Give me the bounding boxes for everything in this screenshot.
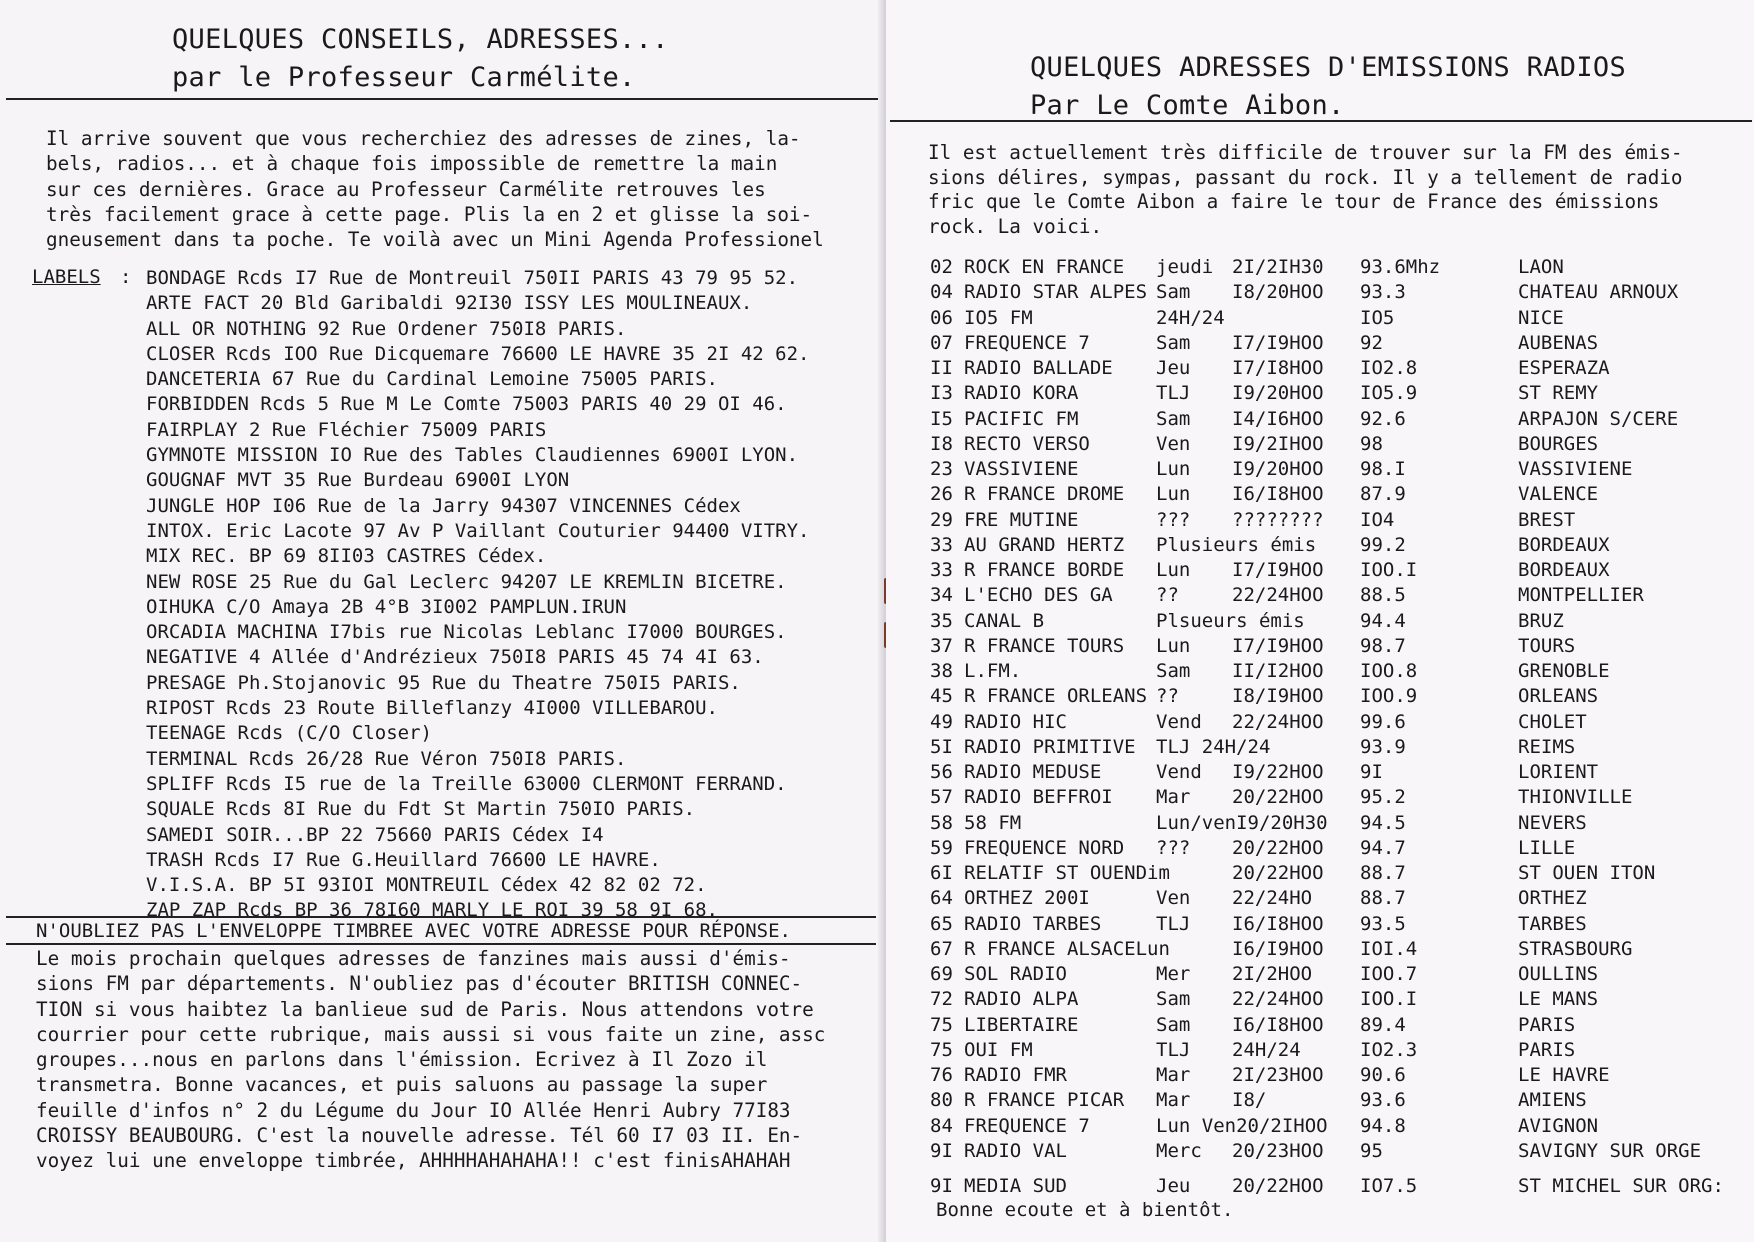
station-time: 24H/24: [1232, 1038, 1301, 1061]
label-entry: NEGATIVE 4 Allée d'Andrézieux 750I8 PARIS 45 74 4I 63.: [146, 646, 764, 669]
station-city: LE HAVRE: [1518, 1064, 1610, 1086]
station-name: R FRANCE PICAR: [964, 1089, 1125, 1112]
station-day: Mer: [1156, 963, 1191, 985]
station-city: VALENCE: [1518, 483, 1599, 506]
station-frequency: 92.6: [1360, 407, 1406, 430]
station-frequency: 94.4: [1360, 609, 1406, 632]
station-dept: 07: [930, 331, 953, 354]
station-name: MEDIA SUD: [964, 1175, 1067, 1197]
label-entry: NEW ROSE 25 Rue du Gal Leclerc 94207 LE KREMLIN BICETRE.: [146, 570, 787, 593]
label-entry: MIX REC. BP 69 8II03 CASTRES Cédex.: [146, 545, 547, 568]
station-day: Lun: [1156, 559, 1191, 581]
station-frequency: 92: [1360, 331, 1383, 354]
station-day: Ven: [1156, 887, 1191, 910]
station-dept: 33: [930, 533, 953, 556]
station-city: MONTPELLIER: [1518, 584, 1644, 607]
station-dept: 02: [930, 256, 953, 278]
station-city: BRUZ: [1518, 609, 1564, 632]
station-time: 22/24HO: [1232, 887, 1313, 910]
station-day: Sam: [1156, 660, 1191, 682]
label-entry: ARTE FACT 20 Bld Garibaldi 92I30 ISSY LES MOULINEAUX.: [146, 292, 753, 315]
station-time: I9/20HOO: [1232, 458, 1324, 480]
station-frequency: 95: [1360, 1139, 1383, 1162]
station-dept: 80: [930, 1089, 953, 1112]
station-time: I8/: [1232, 1089, 1267, 1112]
station-name: RELATIF ST OUENDim: [964, 862, 1170, 884]
station-dept: I5: [930, 407, 953, 430]
right-title-line2: Par Le Comte Aibon.: [1030, 90, 1345, 121]
label-entry: GOUGNAF MVT 35 Rue Burdeau 6900I LYON: [146, 469, 570, 492]
station-time: 20/22HOO: [1232, 862, 1324, 884]
station-dept: 35: [930, 609, 953, 632]
label-entry: CLOSER Rcds IOO Rue Dicquemare 76600 LE HAVRE 35 2I 42 62.: [146, 342, 810, 365]
station-dept: I3: [930, 382, 953, 405]
station-city: GRENOBLE: [1518, 660, 1610, 682]
station-dept: 69: [930, 963, 953, 985]
left-outro-line: CROISSY BEAUBOURG. C'est la nouvelle adresse. Tél 60 I7 03 II. En-: [36, 1124, 803, 1148]
left-outro-line: groupes...nous en parlons dans l'émission. Ecrivez à Il Zozo il: [36, 1048, 768, 1072]
station-day: Lun: [1156, 458, 1191, 480]
right-intro-line: sions délires, sympas, passant du rock. Il y a tellement de radio: [928, 165, 1683, 189]
station-dept: 75: [930, 1013, 953, 1036]
label-entry: V.I.S.A. BP 5I 93IOI MONTREUIL Cédex 42 82 02 72.: [146, 874, 707, 897]
left-title-rule: [6, 98, 882, 100]
label-entry: RIPOST Rcds 23 Route Billeflanzy 4I000 VILLEBAROU.: [146, 697, 718, 720]
station-name: RADIO PRIMITIVE: [964, 735, 1136, 758]
left-intro-line: sur ces dernières. Grace au Professeur Carmélite retrouves les: [46, 177, 766, 201]
station-frequency: 98.7: [1360, 634, 1406, 657]
label-entry: TEENAGE Rcds (C/O Closer): [146, 722, 432, 745]
station-time: I6/I9HOO: [1232, 937, 1324, 960]
station-frequency: 98: [1360, 432, 1383, 455]
notice-top-rule: [6, 916, 876, 918]
station-city: NICE: [1518, 306, 1564, 329]
station-name: L.FM.: [964, 660, 1022, 682]
station-day: ???: [1156, 508, 1191, 531]
station-time: I7/I8HOO: [1232, 357, 1324, 379]
station-day: 24H/24: [1156, 306, 1225, 329]
station-time: II/I2HOO: [1232, 660, 1324, 682]
station-name: FREQUENCE 7: [964, 1114, 1090, 1137]
station-frequency: IOI.4: [1360, 937, 1418, 960]
station-frequency: 98.I: [1360, 458, 1406, 480]
station-name: RADIO FMR: [964, 1064, 1067, 1086]
station-day: Mar: [1156, 1064, 1191, 1086]
station-dept: 59: [930, 836, 953, 859]
station-frequency: IOO.8: [1360, 660, 1418, 682]
station-frequency: 94.8: [1360, 1114, 1406, 1137]
station-city: LE MANS: [1518, 988, 1599, 1011]
station-time: I6/I8HOO: [1232, 1013, 1324, 1036]
station-day: Lun/venI9/20H30: [1156, 811, 1328, 834]
station-time: I7/I9HOO: [1232, 634, 1324, 657]
station-time: I8/20HOO: [1232, 281, 1324, 304]
station-frequency: 93.6: [1360, 1089, 1406, 1112]
station-dept: 67: [930, 937, 953, 960]
station-frequency: 93.5: [1360, 912, 1406, 935]
left-outro-line: Le mois prochain quelques adresses de fanzines mais aussi d'émis-: [36, 947, 791, 970]
station-time: 20/22HOO: [1232, 836, 1324, 859]
station-day: Plusieurs émis: [1156, 533, 1317, 556]
right-title-rule: [890, 120, 1752, 122]
station-frequency: 99.6: [1360, 710, 1406, 733]
right-title-line1: QUELQUES ADRESSES D'EMISSIONS RADIOS: [1030, 52, 1626, 83]
station-city: AUBENAS: [1518, 331, 1599, 354]
station-name: FRE MUTINE: [964, 508, 1079, 531]
station-name: R FRANCE TOURS: [964, 634, 1125, 657]
station-name: FREQUENCE NORD: [964, 836, 1125, 859]
labels-heading: LABELS: [32, 266, 101, 288]
station-city: NEVERS: [1518, 811, 1587, 834]
station-city: AMIENS: [1518, 1089, 1587, 1112]
station-frequency: 93.3: [1360, 281, 1406, 304]
station-dept: 5I: [930, 735, 953, 758]
station-day: Jeu: [1156, 357, 1191, 379]
station-day: TLJ 24H/24: [1156, 735, 1271, 758]
station-day: ??: [1156, 685, 1179, 708]
station-name: PACIFIC FM: [964, 407, 1079, 430]
station-time: I9/2IHOO: [1232, 432, 1324, 455]
station-dept: 37: [930, 634, 953, 657]
station-city: ST MICHEL SUR ORG:: [1518, 1175, 1724, 1197]
station-name: RADIO TARBES: [964, 912, 1102, 935]
station-frequency: IO5: [1360, 306, 1395, 329]
label-entry: DANCETERIA 67 Rue du Cardinal Lemoine 75005 PARIS.: [146, 368, 718, 391]
station-day: Sam: [1156, 1013, 1191, 1036]
station-time: I9/20HOO: [1232, 382, 1324, 405]
station-day: TLJ: [1156, 912, 1191, 935]
station-time: 2I/23HOO: [1232, 1064, 1324, 1086]
station-frequency: IO5.9: [1360, 382, 1418, 405]
station-day: Vend: [1156, 710, 1202, 733]
station-city: ST REMY: [1518, 382, 1599, 405]
station-city: OULLINS: [1518, 963, 1599, 985]
station-frequency: 87.9: [1360, 483, 1406, 506]
station-city: ARPAJON S/CERE: [1518, 407, 1679, 430]
station-day: Lun: [1156, 634, 1191, 657]
station-name: ROCK EN FRANCE: [964, 256, 1125, 278]
closing-line: Bonne ecoute et à bientôt.: [936, 1199, 1234, 1221]
station-dept: 58: [930, 811, 953, 834]
station-dept: 72: [930, 988, 953, 1011]
station-time: ????????: [1232, 508, 1324, 531]
station-city: AVIGNON: [1518, 1114, 1599, 1137]
label-entry: PRESAGE Ph.Stojanovic 95 Rue du Theatre 750I5 PARIS.: [146, 671, 741, 694]
station-city: ORTHEZ: [1518, 887, 1587, 910]
station-name: R FRANCE DROME: [964, 483, 1125, 506]
station-city: BREST: [1518, 508, 1576, 531]
left-outro-line: voyez lui une enveloppe timbrée, AHHHHAHAHAHA!! c'est finisAHAHAH: [36, 1149, 791, 1173]
station-dept: I8: [930, 432, 953, 455]
station-city: TOURS: [1518, 634, 1576, 657]
right-intro-line: fric que le Comte Aibon a faire le tour de France des émissions: [928, 190, 1660, 214]
station-time: I7/I9HOO: [1232, 559, 1324, 581]
left-outro-line: TION si vous haibtez la banlieue sud de Paris. Nous attendons votre: [36, 997, 814, 1021]
station-name: RADIO ALPA: [964, 988, 1079, 1011]
station-city: REIMS: [1518, 735, 1576, 758]
label-entry: FORBIDDEN Rcds 5 Rue M Le Comte 75003 PARIS 40 29 OI 46.: [146, 393, 787, 416]
station-name: RADIO VAL: [964, 1139, 1067, 1162]
station-dept: 6I: [930, 862, 953, 884]
station-day: Ven: [1156, 432, 1191, 455]
station-frequency: 99.2: [1360, 533, 1406, 556]
label-entry: ZAP ZAP Rcds BP 36 78I60 MARLY LE ROI 39 58 9I 68.: [146, 899, 718, 922]
station-name: L'ECHO DES GA: [964, 584, 1113, 607]
station-frequency: IO4: [1360, 508, 1395, 531]
left-outro-line: transmetra. Bonne vacances, et puis saluons au passage la super: [36, 1073, 768, 1097]
station-frequency: 88.5: [1360, 584, 1406, 607]
left-intro-line: bels, radios... et à chaque fois impossible de remettre la main: [46, 152, 778, 176]
station-name: RADIO BALLADE: [964, 357, 1113, 379]
station-dept: 57: [930, 786, 953, 809]
station-city: LILLE: [1518, 836, 1576, 859]
right-intro-line: rock. La voici.: [928, 214, 1103, 238]
station-name: R FRANCE ALSACELun: [964, 937, 1170, 960]
label-entry: ALL OR NOTHING 92 Rue Ordener 750I8 PARIS.: [146, 317, 627, 340]
station-day: Mar: [1156, 1089, 1191, 1112]
label-entry: ORCADIA MACHINA I7bis rue Nicolas Leblanc I7000 BOURGES.: [146, 621, 787, 644]
station-city: CHATEAU ARNOUX: [1518, 281, 1679, 304]
station-day: ???: [1156, 836, 1191, 859]
station-time: I9/22HOO: [1232, 761, 1324, 783]
station-dept: 9I: [930, 1139, 953, 1162]
label-entry: TRASH Rcds I7 Rue G.Heuillard 76600 LE HAVRE.: [146, 848, 661, 871]
station-name: R FRANCE BORDE: [964, 559, 1125, 581]
station-frequency: 94.7: [1360, 836, 1406, 859]
station-time: 22/24HOO: [1232, 584, 1324, 607]
station-time: I7/I9HOO: [1232, 331, 1324, 354]
station-dept: 75: [930, 1038, 953, 1061]
station-dept: 29: [930, 508, 953, 531]
left-outro-line: feuille d'infos n° 2 du Légume du Jour IO Allée Henri Aubry 77I83: [36, 1098, 791, 1122]
left-intro: [46, 126, 824, 252]
station-name: SOL RADIO: [964, 963, 1067, 985]
labels-separator: :: [120, 266, 132, 288]
station-city: ST OUEN ITON: [1518, 862, 1656, 884]
station-name: CANAL B: [964, 609, 1045, 632]
station-day: jeudi: [1156, 256, 1214, 278]
station-day: Sam: [1156, 407, 1191, 430]
left-intro-line: très facilement grace à cette page. Plis la en 2 et glisse la soi-: [46, 202, 813, 226]
station-day: Lun: [1156, 483, 1191, 506]
right-intro-line: Il est actuellement très difficile de trouver sur la FM des émis-: [928, 141, 1683, 164]
label-entry: INTOX. Eric Lacote 97 Av P Vaillant Couturier 94400 VITRY.: [146, 519, 810, 542]
station-name: RADIO KORA: [964, 382, 1079, 405]
label-entry: GYMNOTE MISSION IO Rue des Tables Claudiennes 6900I LYON.: [146, 444, 799, 467]
station-time: I4/I6HOO: [1232, 407, 1324, 430]
station-name: RADIO HIC: [964, 710, 1067, 733]
station-dept: II: [930, 357, 953, 379]
station-frequency: IOO.I: [1360, 988, 1418, 1011]
station-city: CHOLET: [1518, 710, 1587, 733]
station-frequency: 93.6Mhz: [1360, 256, 1441, 278]
right-intro: [928, 141, 1683, 239]
label-entry: SAMEDI SOIR...BP 22 75660 PARIS Cédex I4: [146, 823, 604, 846]
notice-text: N'OUBLIEZ PAS L'ENVELOPPE TIMBREE AVEC VOTRE ADRESSE POUR RÉPONSE.: [36, 920, 791, 942]
station-name: AU GRAND HERTZ: [964, 533, 1125, 556]
station-dept: 84: [930, 1114, 953, 1137]
station-city: ORLEANS: [1518, 685, 1599, 708]
station-time: 22/24HOO: [1232, 710, 1324, 733]
station-day: Sam: [1156, 331, 1191, 354]
station-frequency: 88.7: [1360, 887, 1406, 910]
station-name: 58 FM: [964, 811, 1022, 834]
station-time: 20/22HOO: [1232, 786, 1324, 809]
station-city: THIONVILLE: [1518, 786, 1633, 809]
station-frequency: IO2.3: [1360, 1038, 1418, 1061]
station-dept: 04: [930, 281, 953, 304]
labels-list: [146, 266, 809, 924]
station-city: BOURGES: [1518, 432, 1599, 455]
station-name: ORTHEZ 200I: [964, 887, 1090, 910]
station-name: IO5 FM: [964, 306, 1033, 329]
station-dept: 26: [930, 483, 953, 506]
station-dept: 76: [930, 1064, 953, 1086]
station-dept: 33: [930, 559, 953, 581]
station-city: LAON: [1518, 256, 1564, 278]
label-entry: SQUALE Rcds 8I Rue du Fdt St Martin 750IO PARIS.: [146, 798, 696, 821]
station-dept: 56: [930, 761, 953, 783]
station-day: Jeu: [1156, 1175, 1191, 1197]
station-time: 22/24HOO: [1232, 988, 1324, 1011]
station-frequency: 93.9: [1360, 735, 1406, 758]
station-dept: 38: [930, 660, 953, 682]
station-frequency: 90.6: [1360, 1064, 1406, 1086]
station-dept: 06: [930, 306, 953, 329]
station-time: 2I/2HOO: [1232, 963, 1313, 985]
station-time: 2I/2IH30: [1232, 256, 1324, 278]
station-name: RADIO STAR ALPES: [964, 281, 1148, 304]
station-city: SAVIGNY SUR ORGE: [1518, 1139, 1702, 1162]
station-time: I6/I8HOO: [1232, 483, 1324, 506]
station-frequency: IO2.8: [1360, 357, 1418, 379]
station-dept: 65: [930, 912, 953, 935]
station-name: OUI FM: [964, 1038, 1033, 1061]
station-day: ??: [1156, 584, 1179, 607]
station-frequency: 89.4: [1360, 1013, 1406, 1036]
label-entry: FAIRPLAY 2 Rue Fléchier 75009 PARIS: [146, 418, 547, 441]
station-frequency: IOO.9: [1360, 685, 1418, 708]
station-name: RECTO VERSO: [964, 432, 1090, 455]
station-dept: 34: [930, 584, 953, 607]
station-name: VASSIVIENE: [964, 458, 1079, 480]
station-day: Merc: [1156, 1139, 1202, 1162]
station-dept: 64: [930, 887, 953, 910]
station-time: 20/22HOO: [1232, 1175, 1324, 1197]
station-city: PARIS: [1518, 1038, 1576, 1061]
station-city: LORIENT: [1518, 761, 1599, 783]
station-city: ESPERAZA: [1518, 357, 1610, 379]
station-time: I8/I9HOO: [1232, 685, 1324, 708]
left-outro: [36, 946, 825, 1174]
station-city: STRASBOURG: [1518, 937, 1633, 960]
station-day: Plsueurs émis: [1156, 609, 1305, 632]
label-entry: BONDAGE Rcds I7 Rue de Montreuil 750II PARIS 43 79 95 52.: [146, 267, 799, 289]
left-title-line2: par le Professeur Carmélite.: [172, 62, 636, 93]
station-day: Sam: [1156, 988, 1191, 1011]
station-time: I6/I8HOO: [1232, 912, 1324, 935]
station-city: VASSIVIENE: [1518, 458, 1633, 480]
station-name: FREQUENCE 7: [964, 331, 1090, 354]
left-outro-line: sions FM par départements. N'oubliez pas d'écouter BRITISH CONNEC-: [36, 972, 803, 996]
label-entry: OIHUKA C/O Amaya 2B 4°B 3I002 PAMPLUN.IRUN: [146, 595, 627, 618]
label-entry: TERMINAL Rcds 26/28 Rue Véron 750I8 PARIS.: [146, 747, 627, 770]
station-day: Mar: [1156, 786, 1191, 809]
left-title-line1: QUELQUES CONSEILS, ADRESSES...: [172, 24, 669, 55]
left-intro-line: Il arrive souvent que vous recherchiez des adresses de zines, la-: [46, 127, 801, 150]
station-name: R FRANCE ORLEANS: [964, 685, 1148, 708]
station-day: Lun Ven20/2IHOO: [1156, 1114, 1328, 1137]
station-frequency: IOO.7: [1360, 963, 1418, 985]
station-name: LIBERTAIRE: [964, 1013, 1079, 1036]
station-dept: 9I: [930, 1175, 953, 1197]
station-day: TLJ: [1156, 382, 1191, 405]
left-outro-line: courrier pour cette rubrique, mais aussi si vous faite un zine, assc: [36, 1022, 826, 1046]
station-day: TLJ: [1156, 1038, 1191, 1061]
station-dept: 45: [930, 685, 953, 708]
station-city: TARBES: [1518, 912, 1587, 935]
station-city: BORDEAUX: [1518, 533, 1610, 556]
station-dept: 23: [930, 458, 953, 480]
station-dept: 49: [930, 710, 953, 733]
station-frequency: 9I: [1360, 761, 1383, 783]
station-time: 20/23HOO: [1232, 1139, 1324, 1162]
station-name: RADIO MEDUSE: [964, 761, 1102, 783]
station-city: BORDEAUX: [1518, 559, 1610, 581]
station-frequency: 88.7: [1360, 862, 1406, 884]
left-intro-line: gneusement dans ta poche. Te voilà avec un Mini Agenda Professionel: [46, 228, 824, 252]
notice-bottom-rule: [6, 943, 876, 945]
station-name: RADIO BEFFROI: [964, 786, 1113, 809]
station-city: PARIS: [1518, 1013, 1576, 1036]
station-frequency: IOO.I: [1360, 559, 1418, 581]
station-frequency: 95.2: [1360, 786, 1406, 809]
label-entry: SPLIFF Rcds I5 rue de la Treille 63000 CLERMONT FERRAND.: [146, 772, 787, 795]
station-day: Vend: [1156, 761, 1202, 783]
label-entry: JUNGLE HOP I06 Rue de la Jarry 94307 VINCENNES Cédex: [146, 494, 741, 517]
station-frequency: IO7.5: [1360, 1175, 1418, 1197]
station-day: Sam: [1156, 281, 1191, 304]
station-frequency: 94.5: [1360, 811, 1406, 834]
